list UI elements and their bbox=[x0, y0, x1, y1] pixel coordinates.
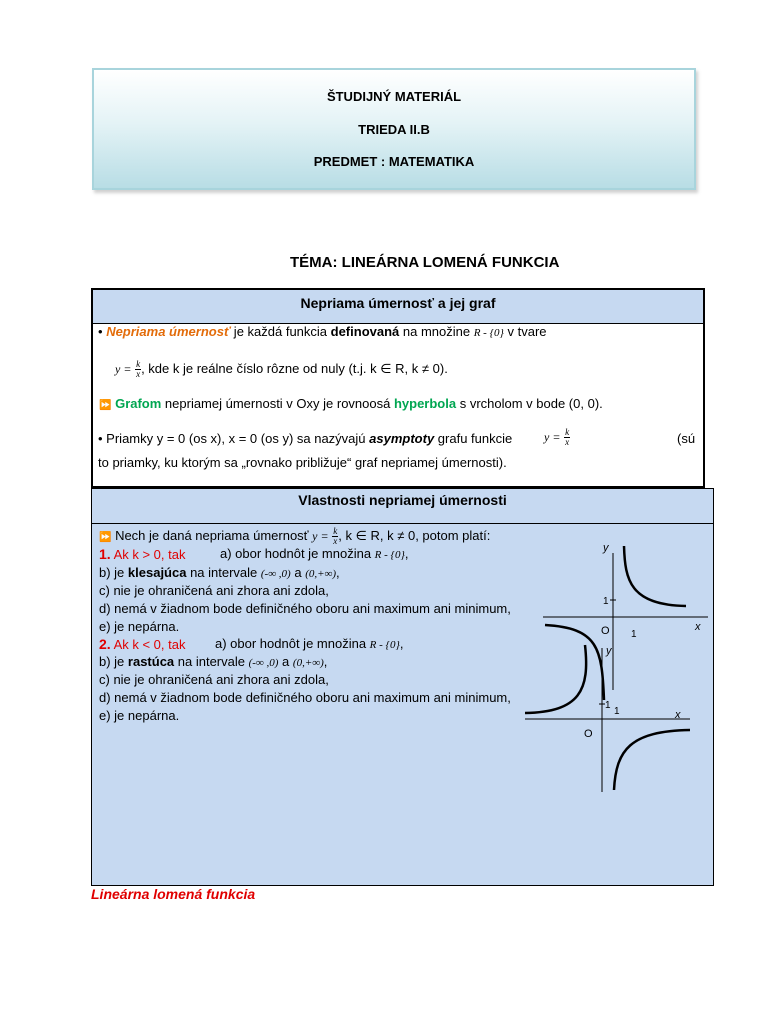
definition-line: • Nepriama úmernosť je každá funkcia definovaná na množine R - {0} v tvare bbox=[98, 324, 547, 339]
y-axis-label: y bbox=[603, 542, 609, 554]
case1-a: a) obor hodnôt je množina R - {0}, bbox=[220, 546, 409, 561]
case2-e: e) je nepárna. bbox=[99, 708, 180, 723]
y-axis-label: y bbox=[606, 645, 612, 657]
case1-b: b) je klesajúca na intervale (-∞ ,0) a (0,+∞), bbox=[99, 565, 340, 580]
tick-label: 1 bbox=[605, 700, 611, 711]
set-r-minus-zero: R - {0} bbox=[473, 327, 504, 339]
tick-label: 1 bbox=[603, 596, 609, 607]
x-axis-label: x bbox=[675, 709, 681, 721]
topic-title: TÉMA: LINEÁRNA LOMENÁ FUNKCIA bbox=[290, 254, 560, 271]
graph-k-negative bbox=[525, 645, 690, 792]
case2-b: b) je rastúca na intervale (-∞ ,0) a (0,+∞), bbox=[99, 654, 328, 669]
case2-header: 2. Ak k < 0, tak bbox=[99, 636, 186, 652]
properties-intro: ⏩ Nech je daná nepriama úmernosť y = $\frac{k}{x}$ , k ∈ R, k ≠ 0, potom platí: bbox=[99, 526, 491, 546]
case1-c: c) nie je ohraničená ani zhora ani zdola, bbox=[99, 583, 329, 598]
hyperbola-branch bbox=[545, 625, 604, 700]
case1-d: d) nemá v žiadnom bode definičného oboru ani maximum ani minimum, bbox=[99, 601, 511, 616]
hyperbola-branch bbox=[525, 645, 586, 713]
header-subject: PREDMET : MATEMATIKA bbox=[313, 154, 475, 169]
tick-label: 1 bbox=[631, 629, 637, 640]
fraction-k-over-x: $\frac{k}{x}$ bbox=[136, 359, 141, 379]
case2-c: c) nie je ohraničená ani zhora ani zdola, bbox=[99, 672, 329, 687]
hyperbola-branch bbox=[614, 730, 690, 790]
header-title: ŠTUDIJNÝ MATERIÁL bbox=[326, 89, 462, 104]
tick-label: 1 bbox=[614, 706, 620, 717]
paren-text: (sú bbox=[677, 431, 696, 446]
origin-label: O bbox=[584, 728, 593, 740]
asymptotes-line-2: to priamky, ku ktorým sa „rovnako približuje“ graf nepriamej úmernosti). bbox=[98, 455, 507, 470]
section-title: Nepriama úmernosť a jej graf bbox=[93, 290, 703, 324]
hyperbola-branch bbox=[624, 546, 686, 606]
footer-title: Lineárna lomená funkcia bbox=[91, 886, 256, 902]
case2-a: a) obor hodnôt je množina R - {0}, bbox=[215, 636, 404, 651]
double-arrow-icon: ⏩ bbox=[99, 531, 112, 543]
header-class: TRIEDA II.B bbox=[358, 122, 430, 137]
section-title: Vlastnosti nepriamej úmernosti bbox=[92, 489, 713, 524]
double-arrow-icon: ⏩ bbox=[99, 400, 112, 411]
origin-label: O bbox=[601, 625, 610, 637]
case1-e: e) je nepárna. bbox=[99, 619, 180, 634]
graph-definition-line: ⏩ Grafom nepriamej úmernosti v Oxy je rovnoosá hyperbola s vrcholom v bode (0, 0). bbox=[99, 396, 603, 411]
graph-k-positive bbox=[543, 542, 708, 700]
formula-inline: y = $\frac{k}{x}$ bbox=[544, 427, 570, 447]
asymptotes-line: • Priamky y = 0 (os x), x = 0 (os y) sa nazývajú asymptoty grafu funkcie bbox=[98, 431, 513, 446]
formula-line: y = $\frac{k}{x}$ , kde k je reálne číslo rôzne od nuly (t.j. k ∈ R, k ≠ 0). bbox=[115, 359, 448, 379]
x-axis-label: x bbox=[695, 621, 701, 633]
term-inverse-proportion: Nepriama úmernosť bbox=[106, 324, 231, 339]
case2-d: d) nemá v žiadnom bode definičného oboru ani maximum ani minimum, bbox=[99, 690, 511, 705]
case1-header: 1. Ak k > 0, tak bbox=[99, 546, 186, 562]
